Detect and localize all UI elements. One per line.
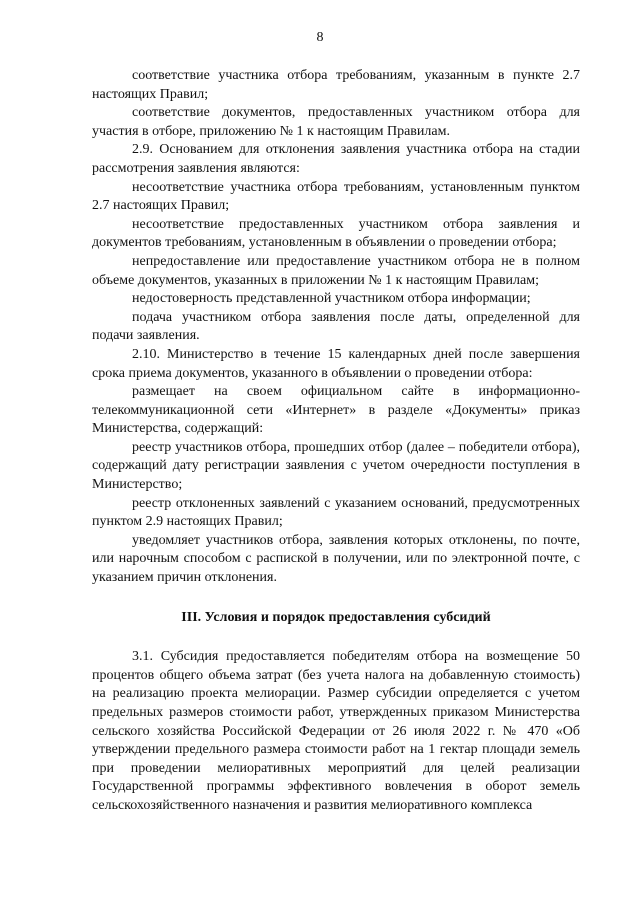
- paragraph: реестр отклоненных заявлений с указанием оснований, предусмотренных пунктом 2.9 настоящих Правил;: [92, 495, 580, 530]
- paragraph: 2.9. Основанием для отклонения заявления участника отбора на стадии рассмотрения заявления являются:: [92, 142, 580, 176]
- paragraph: реестр участников отбора, прошедших отбор (далее – победители отбора), содержащий дату регистрации заявления с учетом очередности поступления в Министерство;: [92, 439, 580, 493]
- paragraph: несоответствие предоставленных участником отбора заявления и документов требованиям, установленным в объявлении о проведении отбора;: [92, 216, 580, 251]
- paragraph: соответствие участника отбора требованиям, указанным в пункте 2.7 настоящих Правил;: [92, 68, 580, 102]
- page-number: 8: [316, 30, 324, 45]
- paragraph: непредоставление или предоставление участником отбора не в полном объеме документов, указанных в приложении № 1 к настоящим Правилам;: [92, 253, 580, 288]
- paragraph: 2.10. Министерство в течение 15 календарных дней после завершения срока приема документов, указанного в объявлении о проведении отбора:: [92, 346, 580, 381]
- paragraph: уведомляет участников отбора, заявления которых отклонены, по почте, или нарочным способом с распиской в получении, или по электронной почте, с указанием причин отклонения.: [92, 532, 580, 586]
- paragraph: несоответствие участника отбора требованиям, установленным пунктом 2.7 настоящих Правил;: [92, 179, 580, 214]
- paragraph: недостоверность представленной участником отбора информации;: [132, 291, 531, 307]
- paragraph: размещает на своем официальном сайте в информационно-телекоммуникационной сети «Интернет» в разделе «Документы» приказ Министерства, содержащий:: [92, 384, 580, 437]
- paragraph: подача участником отбора заявления после даты, определенной для подачи заявления.: [92, 309, 580, 344]
- page-content: [92, 67, 580, 816]
- paragraph: 3.1. Субсидия предоставляется победителям отбора на возмещение 50 процентов общего объема затрат (без учета налога на добавленную стоимость) на реализацию проекта мелиорации. Размер субсидии определяется с учетом предельных размеров стоимости работ, утвержденных приказом Министерства сельского хозяйства Российской Федерации от 26 июля 2022 г. № 470 «Об утверждении предельного размера стоимости работ на 1 гектар площади земель при проведении мелиоративных мероприятий для целей реализации Государственной программы эффективного вовлечения в оборот земель сельскохозяйственного назначения и развития мелиоративного комплекса: [92, 649, 580, 813]
- section-heading: III. Условия и порядок предоставления субсидий: [181, 609, 491, 625]
- paragraph: соответствие документов, предоставленных участником отбора для участия в отборе, приложению № 1 к настоящим Правилам.: [92, 105, 580, 139]
